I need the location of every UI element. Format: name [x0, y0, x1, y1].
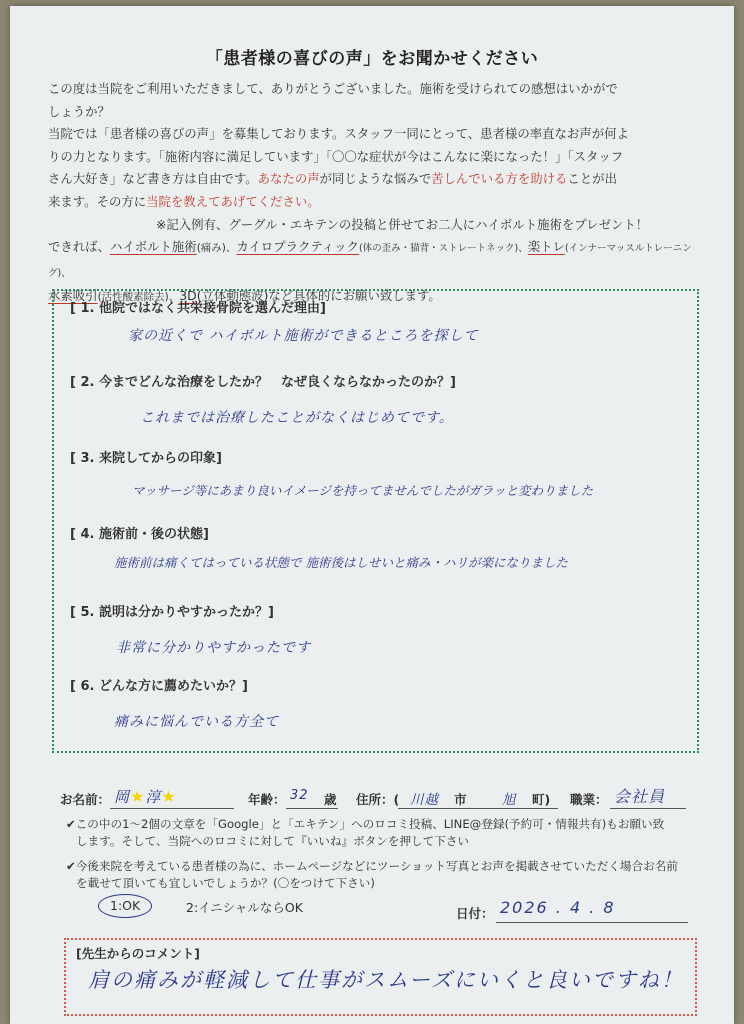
age-underline: [286, 808, 338, 809]
consent-1: [66, 816, 686, 850]
option-initial[interactable]: 2:イニシャルならOK: [186, 900, 303, 915]
teacher-comment-box: [64, 938, 697, 1016]
answer-1: 家の近くで ハイボルト施術ができるところを探して: [128, 328, 479, 344]
intro-fragment: さん大好き」など書き方は自由です。: [48, 171, 258, 187]
question-2: [ 2. 今までどんな治療をしたか？ なぜ良くならなかったのか？]: [70, 375, 456, 390]
comment-text: 肩の痛みが軽減して仕事がスムーズにいくと良いですね！: [88, 968, 684, 992]
question-4: [ 4. 施術前・後の状態]: [70, 527, 209, 542]
option-ok[interactable]: 1:OK: [110, 898, 141, 913]
answer-6: 痛みに悩んでいる方全て: [114, 714, 279, 730]
intro-fragment: 来ます。その方に: [48, 193, 147, 209]
intro-line: この度は当院をご利用いただきまして、ありがとうございました。施術を受けられての感想はいかがで: [48, 81, 618, 96]
intro-fragment: ことが出: [567, 171, 617, 187]
age-unit: 歳: [324, 792, 337, 807]
question-5: [ 5. 説明は分かりやすかったか？]: [70, 605, 274, 620]
intro-line: しょうか？: [48, 103, 110, 119]
consent-line: ✔この中の1～2個の文章を「Google」と「エキテン」へのロコミ投稿、LINE@登録(予約可・情報共有)もお願い致: [66, 817, 665, 831]
consent-line: を載せて頂いても宜しいでしょうか？(〇をつけて下さい): [76, 876, 375, 890]
star-icon: ★: [130, 787, 146, 806]
name-given: 淳: [145, 788, 162, 806]
intro-fragment: (立体動態波)など具体的にお願い致します。: [196, 288, 441, 304]
date-label: 日付：: [456, 906, 494, 921]
answer-2: これまでは治療したことがなくはじめてです。: [140, 410, 454, 426]
address-cho: 町): [532, 792, 551, 807]
question-6: [ 6. どんな方に薦めたいか？]: [70, 679, 248, 694]
treatment-highvolt: ハイボルト施術: [109, 239, 197, 255]
intro-fragment: (体の歪み・猫背・ストレートネック)、: [358, 243, 528, 255]
intro-red-fragment: 当院を教えてあげてください。: [146, 193, 320, 209]
intro-fragment: が同じような悩みで: [319, 171, 432, 187]
intro-line: 当院では「患者様の喜びの声」を募集しております。スタッフ一同にとって、患者様の率直なお声が何よ: [48, 126, 629, 142]
intro-note: ※記入例有、グーグル・エキテンの投稿と併せてお二人にハイボルト施術をプレゼント！: [156, 216, 649, 232]
name-surname: 岡: [114, 788, 131, 806]
star-icon: ★: [161, 787, 177, 806]
treatment-rakutore: 楽トレ: [527, 239, 565, 255]
intro-fragment: (活性酸素除去)、: [97, 291, 180, 304]
age-label: 年齢：: [248, 792, 286, 807]
address-label: 住所：(: [356, 792, 400, 807]
job-value: 会社員: [614, 787, 666, 806]
name-underline: [110, 808, 234, 809]
date-underline: [496, 922, 688, 923]
answer-4: 施術前は痛くてはっている状態で 施術後はしせいと痛み・ハリが楽になりました: [114, 555, 568, 570]
name-value: [114, 786, 177, 807]
intro-line: りの力となります。「施術内容に満足しています」「〇〇な症状が今はこんなに楽になった！」「スタッフ: [48, 148, 624, 164]
consent-line: ✔今後来院を考えている患者様の為に、ホームページなどにツーショット写真とお声を掲載させていただく場合お名前: [66, 859, 678, 873]
patient-info: [10, 6, 734, 1024]
job-underline: [610, 808, 686, 809]
consent-2: [66, 858, 686, 892]
address-city: 川越: [410, 792, 439, 808]
question-3: [ 3. 来院してからの印象]: [70, 451, 222, 466]
address-town: 旭: [502, 792, 517, 808]
page-title: 「患者様の喜びの声」をお聞かせください: [205, 49, 539, 69]
date-value: 2026 . 4 . 8: [500, 898, 616, 917]
treatment-hydrogen: 水素吸引: [48, 288, 98, 304]
age-value: 32: [290, 788, 309, 803]
answer-5: 非常に分かりやすかったです: [116, 640, 311, 656]
consent-line: します。そして、当院へのロコミに対して『いいね』ボタンを押して下さい: [76, 834, 470, 848]
intro-red-fragment: 苦しんでいる方を助ける: [431, 171, 568, 187]
name-label: お名前：: [60, 792, 111, 807]
address-underline: [398, 808, 558, 809]
treatment-3d: 3D: [179, 288, 197, 304]
selected-circle-mark: [98, 894, 152, 918]
intro-fragment: (痛み)、: [196, 242, 237, 255]
intro-fragment: (インナーマッスルトレーニング)、: [48, 243, 692, 279]
treatment-chiro: カイロプラクティック: [236, 239, 359, 255]
job-label: 職業：: [570, 792, 608, 807]
answer-3: マッサージ等にあまり良いイメージを持ってませんでしたがガラッと変わりました: [132, 483, 594, 498]
question-1: [ 1. 他院ではなく共栄接骨院を選んだ理由]: [70, 301, 326, 316]
intro-fragment: できれば、: [48, 239, 110, 255]
address-shi: 市: [454, 792, 467, 807]
questionnaire-sheet: [10, 6, 734, 1024]
intro-red-fragment: あなたの声: [257, 171, 320, 187]
comment-label: [先生からのコメント]: [76, 946, 200, 961]
